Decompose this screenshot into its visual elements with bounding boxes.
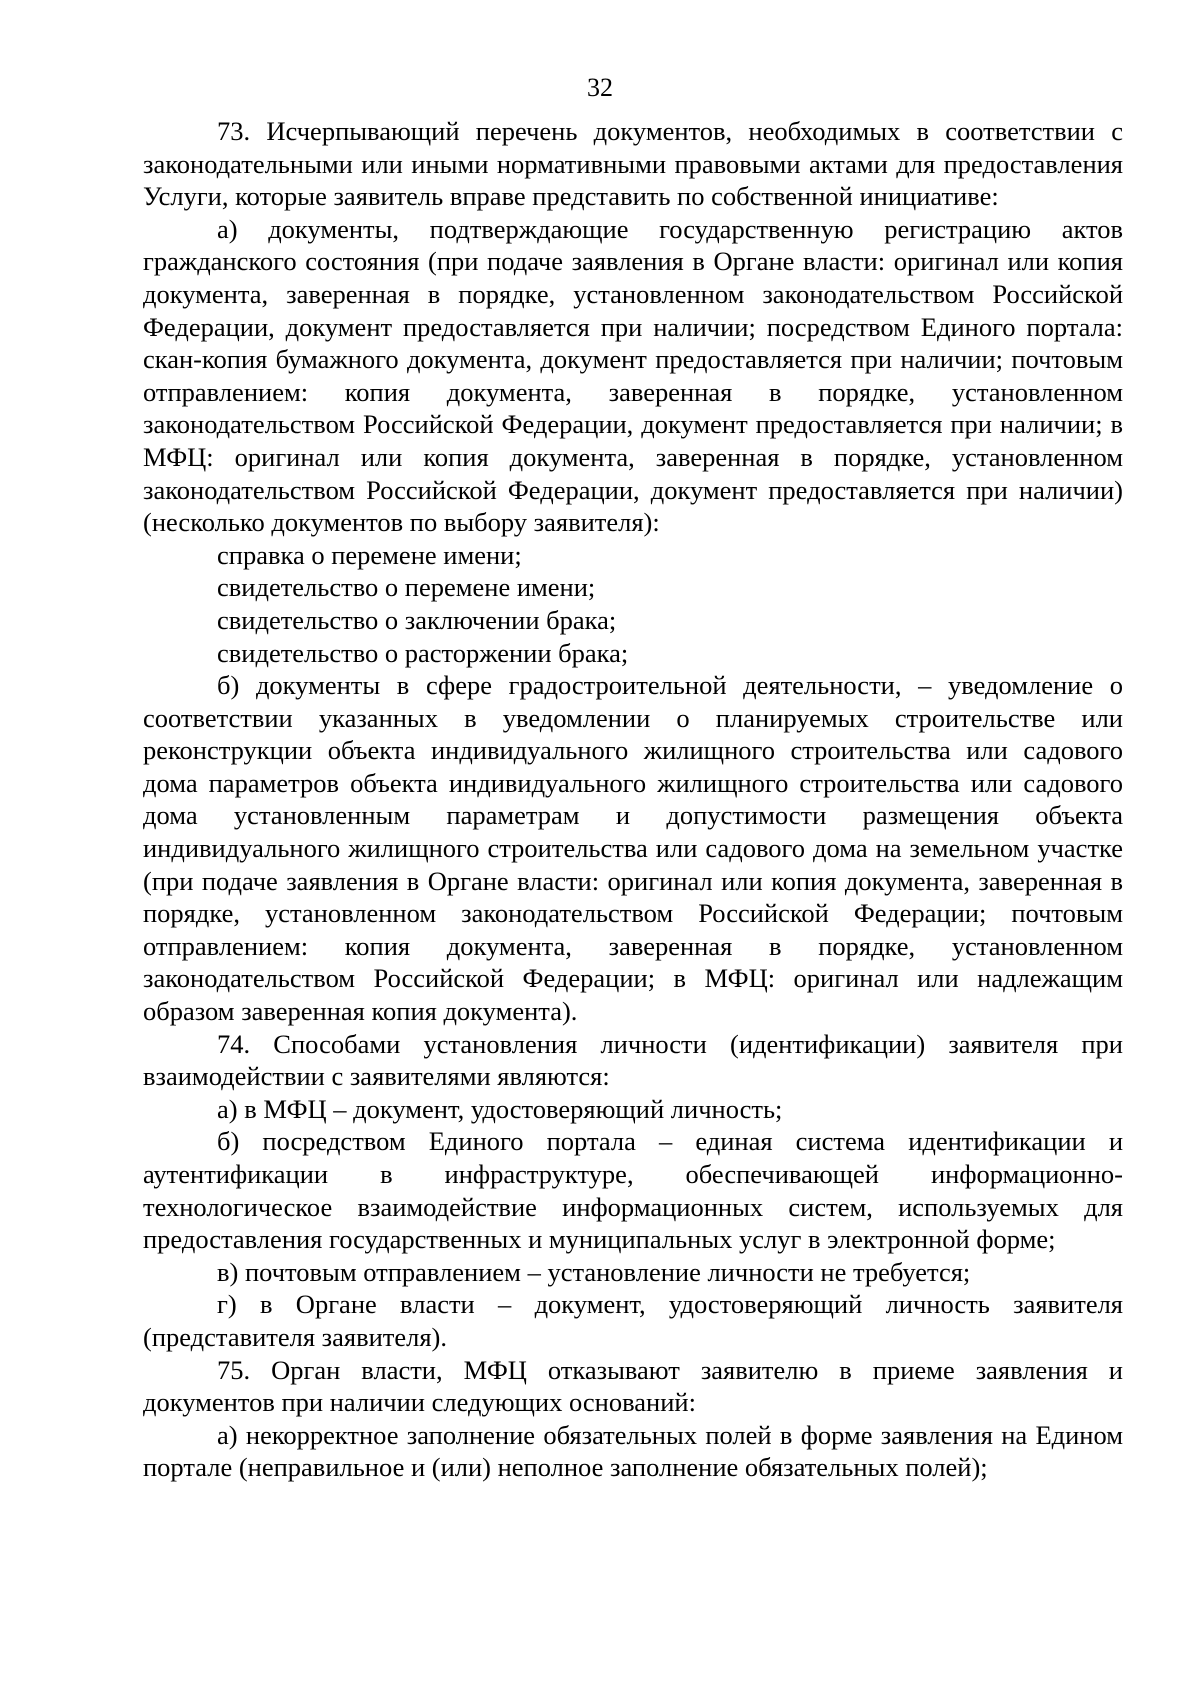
paragraph-75-intro: 75. Орган власти, МФЦ отказывают заявителю в приеме заявления и документов при наличии следующих оснований:	[143, 1354, 1123, 1418]
paragraph-75-a: а) некорректное заполнение обязательных полей в форме заявления на Едином портале (неправильное и (или) неполное заполнение обязательных полей);	[143, 1419, 1123, 1483]
list-item-name-change-record: свидетельство о перемене имени;	[217, 572, 596, 603]
paragraph-73-a: а) документы, подтверждающие государственную регистрацию актов гражданского состояния (при подаче заявления в Органе власти: оригинал или копия документа, заверенная в порядке, установленном законодательством Российской Федерации, документ предоставляется при наличии; посредством Единого портала: скан-копия бумажного документа, документ предоставляется при наличии; почтовым отправлением: копия документа, заверенная в порядке, установленном законодательством Российской Федерации, документ предоставляется при наличии; в МФЦ: оригинал или копия документа, заверенная в порядке, установленном законодательством Российской Федерации, документ предоставляется при наличии) (несколько документов по выбору заявителя):	[143, 213, 1123, 538]
page-number: 32	[587, 73, 613, 102]
paragraph-74-a: а) в МФЦ – документ, удостоверяющий личность;	[217, 1093, 783, 1124]
paragraph-74-intro: 74. Способами установления личности (идентификации) заявителя при взаимодействии с заявителями являются:	[143, 1028, 1123, 1092]
list-item-divorce-record: свидетельство о расторжении брака;	[217, 637, 629, 668]
paragraph-74-b: б) посредством Единого портала – единая система идентификации и аутентификации в инфраструктуре, обеспечивающей информационно-технологическое взаимодействие информационных систем, используемых для предоставления государственных и муниципальных услуг в электронной форме;	[143, 1126, 1123, 1255]
paragraph-74-v: в) почтовым отправлением – установление личности не требуется;	[217, 1256, 971, 1287]
paragraph-74-g: г) в Органе власти – документ, удостоверяющий личность заявителя (представителя заявителя).	[143, 1289, 1123, 1352]
document-body	[143, 115, 1123, 1484]
list-item-name-change-certificate: справка о перемене имени;	[217, 539, 522, 570]
paragraph-73-b: б) документы в сфере градостроительной деятельности, – уведомление о соответствии указанных в уведомлении о планируемых строительстве или реконструкции объекта индивидуального жилищного строительства или садового дома параметров объекта индивидуального жилищного строительства или садового дома установленным параметрам и допустимости размещения объекта индивидуального жилищного строительства или садового дома на земельном участке (при подаче заявления в Органе власти: оригинал или копия документа, заверенная в порядке, установленном законодательством Российской Федерации; почтовым отправлением: копия документа, заверенная в порядке, установленном законодательством Российской Федерации; в МФЦ: оригинал или надлежащим образом заверенная копия документа).	[143, 670, 1123, 1027]
list-item-marriage-record: свидетельство о заключении брака;	[217, 604, 617, 635]
paragraph-73-intro: 73. Исчерпывающий перечень документов, необходимых в соответствии с законодательными или иными нормативными правовыми актами для предоставления Услуги, которые заявитель вправе представить по собственной инициативе:	[143, 116, 1123, 212]
